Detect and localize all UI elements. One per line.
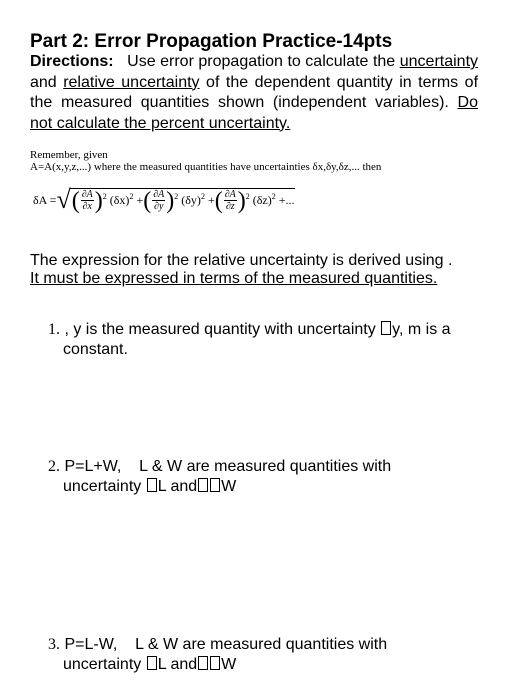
item-1-text-b: y, m is a — [392, 321, 451, 338]
item-3-line-2: uncertainty L and W — [63, 656, 237, 673]
item-3-text: L & W are measured quantities with — [135, 636, 388, 653]
remember-line-2: A=A(x,y,z,...) where the measured quantities have uncertainties δx,δy,δz,... then — [30, 161, 382, 173]
error-propagation-formula — [33, 187, 295, 213]
term-dy: (δy) — [181, 193, 201, 207]
directions-note: Do not calculate the percent uncertainty. — [30, 94, 478, 132]
sqrt-symbol: √ — [56, 185, 71, 214]
item-2-line-2: uncertainty L and W — [63, 478, 237, 495]
formula-tail: +... — [278, 193, 295, 207]
partial-a-z: $\frac{\partial A}{\partial z}$ — [224, 189, 236, 212]
item-2-equation: P=L+W, — [64, 458, 122, 475]
formula-radicand: ( $\frac{\partial A}{\partial x}$ ) $^2$ (δx) $^2$ + ( $\frac{\partial A}{\partial y}$ ) $^2$ (δy) $^2$ + ( $\frac{\partial A}{\partial z}$ ) $^2$ (δz) $^2$ +... — [71, 187, 295, 214]
remember-line-1: Remember, given — [30, 149, 108, 161]
partial-a-x: $\frac{\partial A}{\partial x}$ — [81, 189, 93, 212]
missing-glyph-icon — [210, 656, 220, 670]
formula-lhs: δA = — [33, 192, 57, 207]
remember-note — [30, 149, 381, 173]
directions-paragraph — [30, 52, 478, 134]
missing-glyph-icon — [198, 656, 208, 670]
partial-a-y: $\frac{\partial A}{\partial y}$ — [153, 189, 165, 212]
missing-glyph-icon — [147, 478, 157, 492]
item-3-equation: P=L-W, — [64, 636, 118, 653]
item-2-text: L & W are measured quantities with — [139, 458, 392, 475]
directions-text-3: of the dependent quantity in terms of the measured quantities shown (independent variables). — [30, 73, 479, 111]
expression-note — [30, 252, 500, 288]
expression-line-1: The expression for the relative uncertainty is derived using . — [30, 252, 453, 269]
term-dx: (δx) — [109, 193, 130, 207]
page-title: Part 2: Error Propagation Practice-14pts — [30, 31, 393, 52]
directions-text-2: and — [30, 73, 57, 91]
missing-glyph-icon — [198, 478, 208, 492]
missing-glyph-icon — [147, 656, 157, 670]
item-1-line-2: constant. — [63, 341, 128, 358]
problem-item-3 — [48, 635, 387, 675]
directions-uncertainty: uncertainty — [399, 53, 479, 70]
missing-glyph-icon — [210, 478, 220, 492]
directions-relative-uncertainty: relative uncertainty — [63, 73, 200, 91]
directions-text-1: Use error propagation to calculate the — [127, 53, 396, 70]
missing-glyph-icon — [381, 321, 391, 335]
item-1-text-a: , y is the measured quantity with uncertainty — [64, 321, 376, 338]
item-number: 1. — [48, 321, 60, 338]
problem-item-2 — [48, 457, 391, 497]
item-number: 2. — [48, 458, 60, 475]
problem-item-1 — [48, 320, 451, 360]
expression-line-2: It must be expressed in terms of the measured quantities. — [30, 270, 438, 287]
term-dz: (δz) — [252, 193, 272, 207]
directions-lead: Directions: — [30, 53, 114, 70]
item-number: 3. — [48, 636, 60, 653]
